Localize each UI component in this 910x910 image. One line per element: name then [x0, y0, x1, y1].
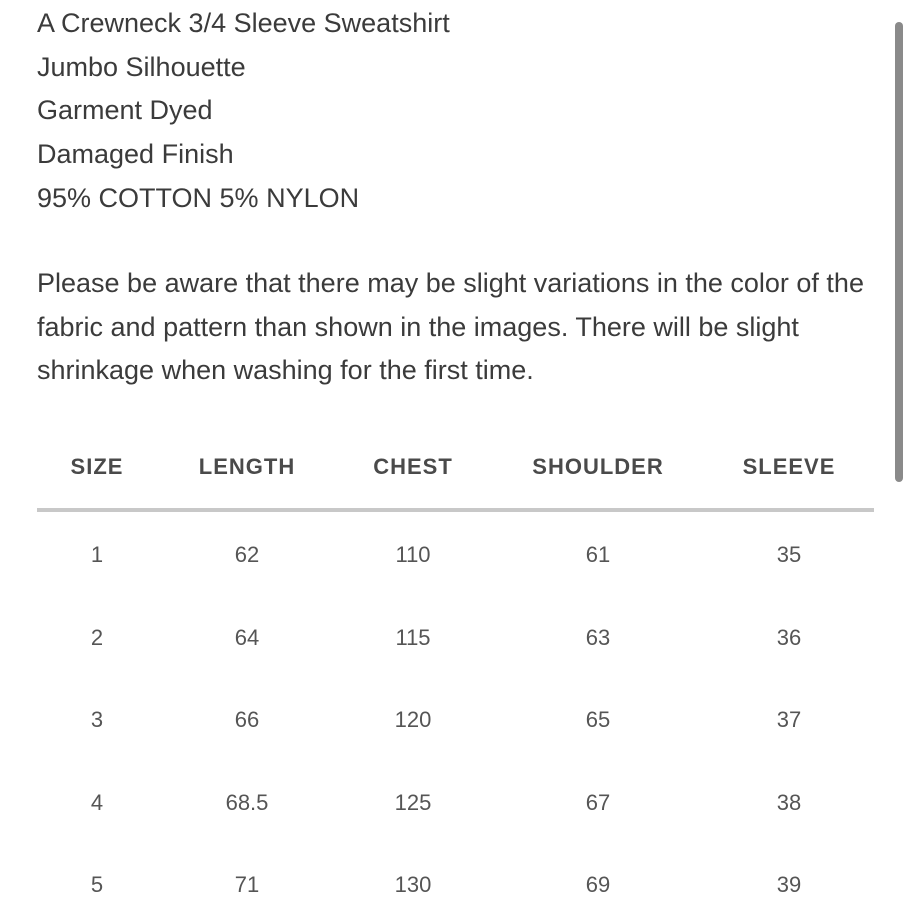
cell-shoulder: 63 [585, 624, 611, 650]
size-chart-table [37, 440, 874, 898]
header-shoulder: SHOULDER [532, 454, 664, 479]
cell-sleeve: 35 [776, 542, 802, 567]
cell-length: 64 [234, 624, 260, 650]
cell-shoulder: 61 [585, 542, 611, 567]
description-line: Garment Dyed [37, 95, 213, 126]
description-line: 95% COTTON 5% NYLON [37, 182, 360, 213]
color-variation-notice: Please be aware that there may be slight variations in the color of the fabric and pattern than shown in the images. There will be slight shrinkage when washing for the first time. [37, 268, 864, 386]
cell-sleeve: 39 [776, 872, 802, 898]
cell-sleeve: 37 [776, 707, 802, 733]
table-body [37, 512, 874, 910]
table-row [37, 677, 874, 760]
description-line: Damaged Finish [37, 139, 234, 170]
cell-chest: 110 [395, 542, 431, 567]
table-row [37, 595, 874, 678]
description-line: A Crewneck 3/4 Sleeve Sweatshirt [37, 8, 450, 38]
cell-shoulder: 69 [585, 872, 611, 898]
cell-length: 62 [234, 542, 260, 567]
cell-size: 1 [90, 542, 104, 567]
cell-sleeve: 38 [776, 789, 802, 815]
table-row [37, 512, 874, 595]
cell-size: 2 [90, 624, 104, 650]
cell-size: 4 [90, 789, 104, 815]
cell-chest: 115 [395, 624, 431, 650]
cell-chest: 130 [394, 872, 432, 898]
cell-length: 71 [234, 872, 260, 898]
cell-length: 66 [234, 707, 260, 733]
header-size: SIZE [70, 454, 124, 479]
cell-size: 3 [90, 707, 104, 733]
cell-size: 5 [90, 872, 104, 898]
header-chest: CHEST [373, 454, 453, 479]
cell-shoulder: 67 [585, 789, 611, 815]
product-description [37, 2, 877, 220]
table-row [37, 842, 874, 910]
cell-chest: 120 [394, 707, 432, 733]
table-header-row [37, 440, 874, 508]
table-row [37, 760, 874, 843]
header-sleeve: SLEEVE [742, 454, 836, 479]
cell-sleeve: 36 [776, 624, 802, 650]
vertical-scrollbar[interactable] [895, 22, 903, 482]
cell-shoulder: 65 [585, 707, 611, 733]
cell-length: 68.5 [225, 789, 269, 815]
header-length: LENGTH [198, 454, 296, 479]
cell-chest: 125 [394, 789, 432, 815]
description-line: Jumbo Silhouette [37, 51, 246, 82]
